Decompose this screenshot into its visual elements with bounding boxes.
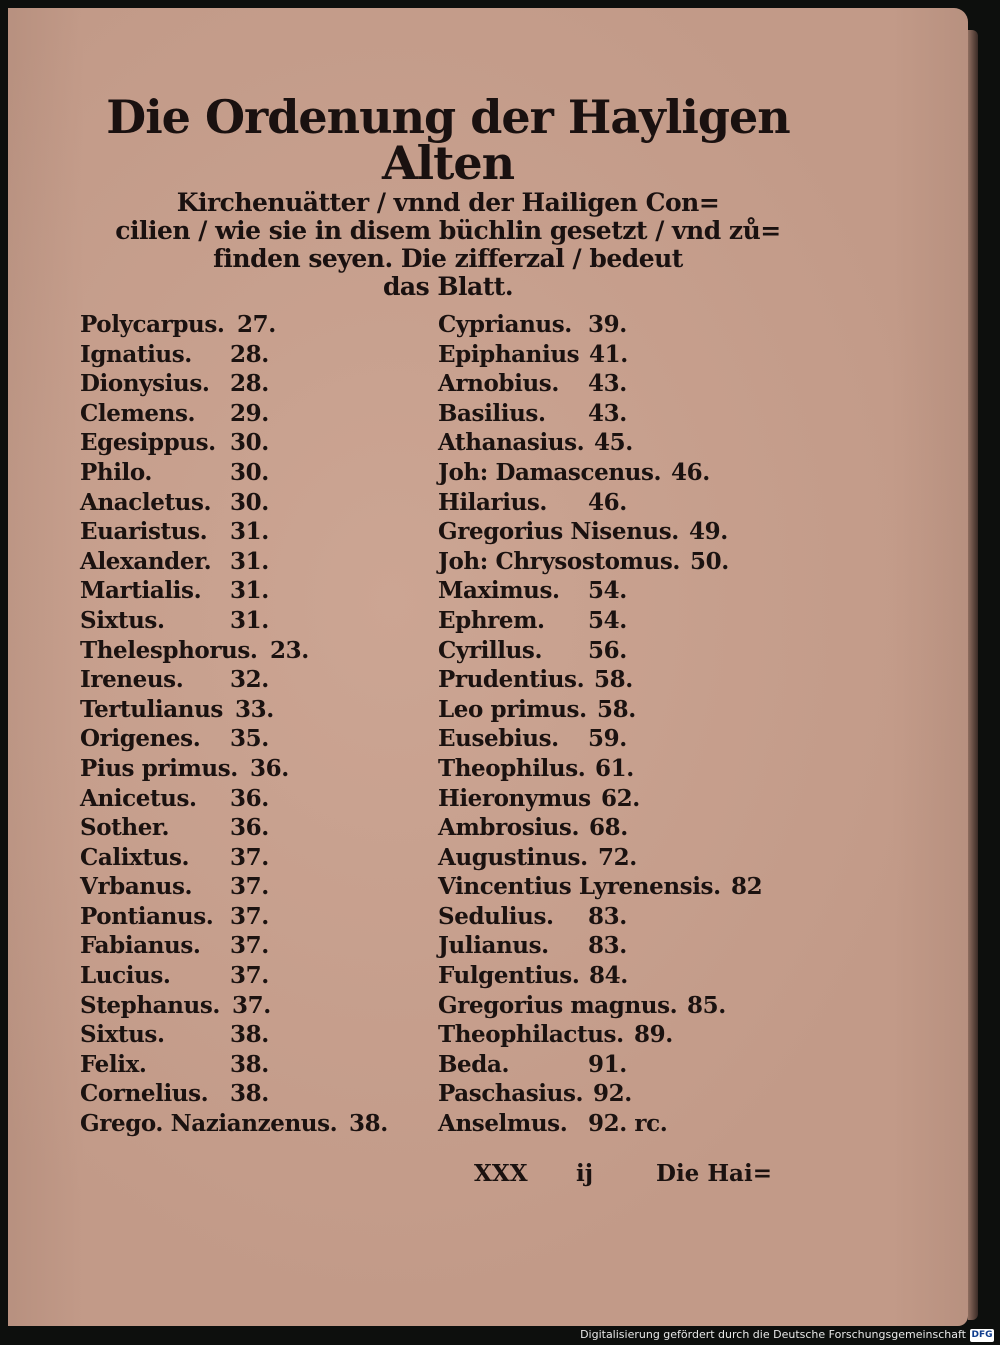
entry-page-number: 23.: [270, 636, 309, 664]
entry-name: Anacletus.: [80, 488, 212, 516]
entry-page-number: 46.: [588, 488, 627, 516]
index-entry: [80, 724, 420, 754]
entry-name: Gregorius Nisenus.: [438, 518, 679, 546]
entry-page-number: 43.: [588, 399, 627, 427]
entry-name: Gregorius magnus.: [438, 991, 678, 1019]
entry-page-number: 58.: [594, 666, 633, 694]
signature-number: ij: [576, 1160, 594, 1187]
entry-page-number: 31.: [230, 518, 269, 546]
entry-name: Vincentius Lyrenensis.: [438, 873, 721, 901]
index-entry: [80, 547, 420, 577]
entry-name: Dionysius.: [80, 370, 210, 398]
entry-page-number: 33.: [235, 695, 274, 723]
index-entry: [438, 310, 788, 340]
entry-name: Pius primus.: [80, 754, 238, 782]
index-entry: [80, 872, 420, 902]
index-entry: [438, 458, 788, 488]
dfg-logo: DFG: [971, 1330, 993, 1340]
entry-page-number: 58.: [597, 695, 636, 723]
index-entry: [438, 517, 788, 547]
index-entry: [438, 1079, 788, 1109]
right-index-column: [438, 310, 788, 1139]
entry-page-number: 36.: [250, 754, 289, 782]
index-entry: [438, 931, 788, 961]
entry-page-number: 91.: [588, 1050, 627, 1078]
entry-page-number: 83.: [588, 932, 627, 960]
index-entry: [80, 931, 420, 961]
entry-page-number: 37.: [230, 873, 269, 901]
page-edge: [968, 30, 978, 1320]
left-index-column: [80, 310, 420, 1139]
index-entry: [80, 576, 420, 606]
entry-page-number: 30.: [230, 429, 269, 457]
entry-page-number: 89.: [634, 1021, 673, 1049]
index-entry: [80, 665, 420, 695]
entry-name: Polycarpus.: [80, 311, 225, 338]
entry-page-number: 37.: [230, 843, 269, 871]
index-entry: [438, 813, 788, 843]
entry-page-number: 59.: [588, 725, 627, 753]
index-entry: [438, 784, 788, 814]
entry-name: Alexander.: [80, 547, 212, 575]
index-entry: [80, 1050, 420, 1080]
entry-page-number: 28.: [230, 370, 269, 398]
index-entry: [80, 902, 420, 932]
entry-name: Theophilus.: [438, 754, 586, 782]
entry-name: Philo.: [80, 458, 153, 486]
index-entry: [438, 399, 788, 429]
index-entry: [438, 991, 788, 1021]
entry-page-number: 49.: [689, 518, 728, 546]
book-page: [8, 8, 968, 1326]
entry-page-number: 45.: [594, 429, 633, 457]
index-entry: [438, 665, 788, 695]
entry-page-number: 27.: [237, 311, 276, 338]
entry-page-number: 28.: [230, 340, 269, 368]
title-line-2: Kirchenuätter / vnnd der Hailigen Con=: [176, 188, 720, 217]
digitization-credit: Digitalisierung gefördert durch die Deutsche Forschungsgemeinschaft: [580, 1328, 966, 1341]
index-entry: [80, 813, 420, 843]
index-entry: [438, 340, 788, 370]
index-entry: [438, 1109, 788, 1139]
title-line-5: das Blatt.: [382, 272, 514, 301]
index-entry: [80, 458, 420, 488]
index-entry: [80, 1079, 420, 1109]
entry-name: Ambrosius.: [438, 814, 580, 842]
index-entry: [80, 754, 420, 784]
entry-name: Fabianus.: [80, 932, 201, 960]
entry-page-number: 46.: [671, 458, 710, 486]
entry-name: Cornelius.: [80, 1080, 209, 1108]
entry-name: Lucius.: [80, 962, 171, 990]
index-entry: [438, 872, 788, 902]
entry-page-number: 83.: [588, 902, 627, 930]
entry-name: Fulgentius.: [438, 962, 580, 990]
entry-name: Maximus.: [438, 577, 560, 605]
entry-name: Sixtus.: [80, 606, 165, 634]
entry-name: Ireneus.: [80, 666, 184, 694]
entry-page-number: 37.: [230, 962, 269, 990]
entry-name: Martialis.: [80, 577, 202, 605]
index-entry: [80, 428, 420, 458]
entry-name: Tertulianus: [80, 695, 223, 723]
index-entry: [80, 606, 420, 636]
index-entry: [438, 724, 788, 754]
entry-page-number: 38.: [230, 1050, 269, 1078]
index-entry: [80, 1109, 420, 1139]
entry-name: Theophilactus.: [438, 1021, 624, 1049]
entry-page-number: 68.: [589, 814, 628, 842]
entry-page-number: 38.: [230, 1021, 269, 1049]
entry-page-number: 92. rc.: [588, 1110, 668, 1138]
entry-page-number: 29.: [230, 399, 269, 427]
entry-name: Julianus.: [438, 932, 549, 960]
signature-mark: XXX: [474, 1160, 528, 1187]
entry-name: Euaristus.: [80, 518, 208, 546]
entry-page-number: 36.: [230, 814, 269, 842]
entry-page-number: 50.: [690, 547, 729, 575]
index-entry: [438, 547, 788, 577]
entry-page-number: 82: [731, 873, 763, 901]
entry-name: Leo primus.: [438, 695, 587, 723]
title-line-3: cilien / wie sie in disem büchlin gesetzt / vnd zů=: [115, 216, 781, 245]
entry-name: Beda.: [438, 1050, 510, 1078]
entry-name: Grego. Nazianzenus.: [80, 1110, 338, 1138]
entry-page-number: 30.: [230, 488, 269, 516]
index-entry: [438, 606, 788, 636]
entry-name: Hilarius.: [438, 488, 548, 516]
index-entry: [80, 399, 420, 429]
index-entry: [438, 843, 788, 873]
entry-name: Hieronymus: [438, 784, 591, 812]
entry-name: Calixtus.: [80, 843, 190, 871]
index-entry: [80, 1020, 420, 1050]
entry-page-number: 54.: [588, 577, 627, 605]
index-entry: [438, 428, 788, 458]
entry-name: Vrbanus.: [80, 873, 193, 901]
index-entry: [80, 843, 420, 873]
index-entry: [80, 991, 420, 1021]
entry-page-number: 84.: [589, 962, 628, 990]
entry-name: Athanasius.: [438, 429, 585, 457]
index-entry: [80, 517, 420, 547]
entry-name: Paschasius.: [438, 1080, 584, 1108]
title-line-4: finden seyen. Die zifferzal / bedeut: [213, 244, 683, 273]
index-entry: [438, 369, 788, 399]
entry-name: Anselmus.: [438, 1110, 568, 1138]
entry-page-number: 85.: [687, 991, 726, 1019]
entry-name: Cyrillus.: [438, 636, 543, 664]
entry-name: Thelesphorus.: [80, 636, 258, 664]
title-line-1: Die Ordenung der Hayligen Alten: [106, 90, 790, 190]
entry-page-number: 31.: [230, 606, 269, 634]
entry-page-number: 92.: [593, 1080, 632, 1108]
index-entry: [438, 695, 788, 725]
catchword: Die Hai=: [656, 1160, 772, 1187]
index-entry: [438, 576, 788, 606]
entry-name: Anicetus.: [80, 784, 197, 812]
entry-name: Augustinus.: [438, 843, 588, 871]
entry-page-number: 54.: [588, 606, 627, 634]
entry-page-number: 39.: [588, 311, 627, 338]
entry-name: Cyprianus.: [438, 311, 572, 338]
index-entry: [80, 961, 420, 991]
entry-page-number: 72.: [598, 843, 637, 871]
entry-page-number: 38.: [349, 1110, 388, 1138]
entry-page-number: 35.: [230, 725, 269, 753]
entry-name: Sother.: [80, 814, 170, 842]
entry-page-number: 38.: [230, 1080, 269, 1108]
index-entry: [80, 369, 420, 399]
entry-name: Joh: Damascenus.: [438, 458, 662, 486]
entry-name: Arnobius.: [438, 370, 559, 398]
index-entry: [80, 340, 420, 370]
entry-page-number: 37.: [232, 991, 271, 1019]
page-title: [68, 90, 828, 301]
index-entry: [438, 961, 788, 991]
index-entry: [80, 488, 420, 518]
entry-page-number: 41.: [589, 340, 628, 368]
index-entry: [438, 754, 788, 784]
entry-page-number: 36.: [230, 784, 269, 812]
entry-name: Clemens.: [80, 399, 196, 427]
index-entry: [438, 1020, 788, 1050]
index-entry: [438, 488, 788, 518]
index-entry: [80, 310, 420, 340]
index-entry: [438, 902, 788, 932]
entry-page-number: 30.: [230, 458, 269, 486]
entry-page-number: 43.: [588, 370, 627, 398]
index-entry: [438, 1050, 788, 1080]
entry-page-number: 37.: [230, 902, 269, 930]
entry-page-number: 31.: [230, 577, 269, 605]
entry-name: Sedulius.: [438, 902, 554, 930]
entry-name: Prudentius.: [438, 666, 585, 694]
entry-page-number: 61.: [595, 754, 634, 782]
entry-page-number: 31.: [230, 547, 269, 575]
index-entry: [80, 784, 420, 814]
entry-page-number: 56.: [588, 636, 627, 664]
entry-page-number: 62.: [601, 784, 640, 812]
entry-name: Epiphanius: [438, 340, 580, 368]
entry-name: Basilius.: [438, 399, 546, 427]
entry-page-number: 32.: [230, 666, 269, 694]
entry-name: Origenes.: [80, 725, 201, 753]
entry-name: Pontianus.: [80, 902, 214, 930]
entry-page-number: 37.: [230, 932, 269, 960]
entry-name: Eusebius.: [438, 725, 559, 753]
entry-name: Felix.: [80, 1050, 147, 1078]
index-entry: [438, 636, 788, 666]
entry-name: Ephrem.: [438, 606, 545, 634]
index-entry: [80, 695, 420, 725]
entry-name: Sixtus.: [80, 1021, 165, 1049]
index-entry: [80, 636, 420, 666]
entry-name: Egesippus.: [80, 429, 216, 457]
entry-name: Joh: Chrysostomus.: [438, 547, 680, 575]
entry-name: Stephanus.: [80, 991, 220, 1019]
entry-name: Ignatius.: [80, 340, 192, 368]
